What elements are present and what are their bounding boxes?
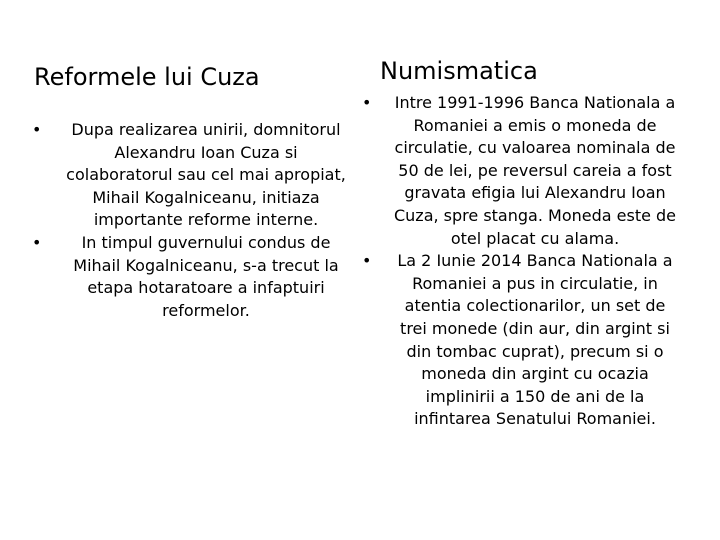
bullet-item — [362, 92, 678, 250]
bullet-text: Dupa realizarea unirii, domnitorul Alexandru Ioan Cuza si colaboratorul sau cel mai apropiat, Mihail Kogalniceanu, initiaza importante reforme interne. — [66, 120, 346, 230]
bullet-icon: • — [32, 232, 42, 252]
left-column-title: Reformele lui Cuza — [34, 63, 260, 91]
left-column-body — [32, 119, 346, 322]
right-column-body — [362, 92, 678, 431]
bullet-text: In timpul guvernului condus de Mihail Kogalniceanu, s-a trecut la etapa hotaratoare a infaptuiri reformelor. — [73, 232, 339, 320]
bullet-item — [32, 119, 346, 232]
bullet-item — [32, 232, 346, 322]
right-column-title: Numismatica — [380, 57, 538, 85]
bullet-icon: • — [362, 251, 372, 271]
bullet-text: La 2 Iunie 2014 Banca Nationala a Romaniei a pus in circulatie, in atentia colectionarilor, un set de trei monede (din aur, din argint si din tombac cuprat), precum si o moneda din argint cu ocazia implinirii a 150 de ani de la infintarea Senatului Romaniei. — [397, 251, 673, 429]
bullet-icon: • — [32, 120, 42, 139]
bullet-text: Intre 1991-1996 Banca Nationala a Romaniei a emis o moneda de circulatie, cu valoarea nominala de 50 de lei, pe reversul careia a fost gravata efigia lui Alexandru Ioan Cuza, spre stanga. Moneda este de otel placat cu alama. — [393, 93, 677, 248]
bullet-item — [362, 250, 678, 431]
bullet-icon: • — [362, 93, 372, 112]
